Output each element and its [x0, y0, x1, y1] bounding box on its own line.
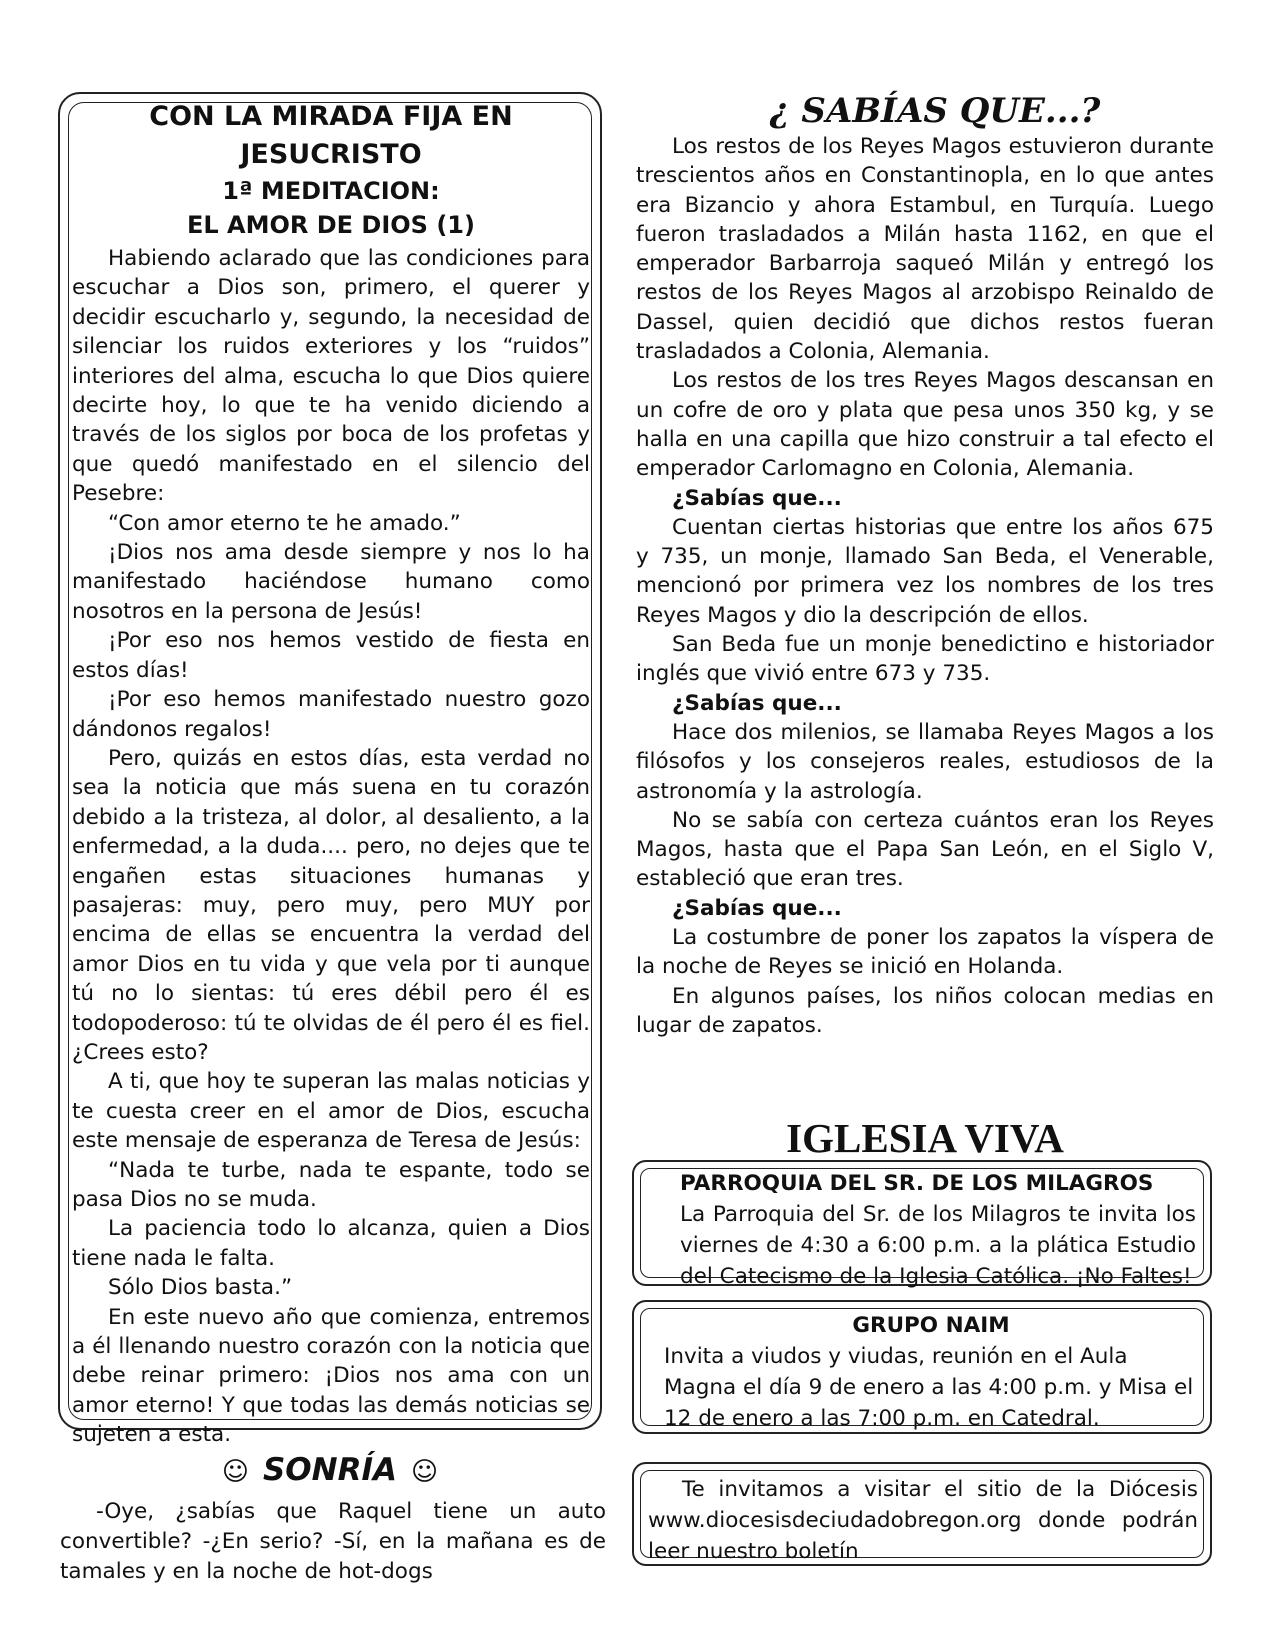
sabias-paragraph: Los restos de los tres Reyes Magos descansan en un cofre de oro y plata que pesa unos 350 kg, y se halla en una capilla que hizo construir a tal efecto el emperador Carlomagno en Colonia, Alemania.: [636, 368, 1214, 482]
iglesia-viva-title: IGLESIA VIVA: [786, 1115, 1064, 1161]
sabias-que-label: ¿Sabías que...: [672, 895, 842, 921]
smiley-icon: ☺: [411, 1457, 439, 1487]
grupo-naim-text: Invita a viudos y viudas, reunión en el Aula Magna el día 9 de enero a las 4:00 p.m. y Misa el 12 de enero a las 7:00 p.m. en Catedral.: [664, 1344, 1194, 1431]
sabias-paragraph: En algunos países, los niños colocan medias en lugar de zapatos.: [636, 983, 1214, 1038]
meditation-paragraph: A ti, que hoy te superan las malas noticias y te cuesta creer en el amor de Dios, escucha este mensaje de esperanza de Teresa de Jesús:: [72, 1069, 590, 1154]
sabias-que-label: ¿Sabías que...: [672, 485, 842, 511]
meditation-subtitle-topic: EL AMOR DE DIOS (1): [187, 211, 475, 239]
sabias-paragraph: No se sabía con certeza cuántos eran los Reyes Magos, hasta que el Papa San León, en el Siglo V, estableció que eran tres.: [636, 807, 1214, 892]
sonria-title: SONRÍA: [262, 1452, 398, 1488]
meditation-paragraph: En este nuevo año que comienza, entremos a él llenando nuestro corazón con la noticia que debe reinar primero: ¡Dios nos ama con un amor eterno! Y que todas las demás noticias se sujeten a esta.: [72, 1304, 590, 1448]
sabias-que-label: ¿Sabías que...: [672, 690, 842, 716]
sabias-paragraph: Cuentan ciertas historias que entre los años 675 y 735, un monje, llamado San Beda, el Venerable, mencionó por primera vez los nombres de los tres Reyes Magos y dio la descripción de ellos.: [636, 514, 1214, 628]
sabias-que-content: [636, 132, 1214, 1040]
sabias-paragraph: Los restos de los Reyes Magos estuvieron durante trescientos años en Constantinopla, en lo que antes era Bizancio y ahora Estambul, en Turquía. Luego fueron trasladados a Milán hasta 1162, en que el emperador Barbarroja saqueó Milán y entregó los restos de los Reyes Magos al arzobispo Reinaldo de Dassel, quien decidió que dichos restos fueran trasladados a Colonia, Alemania.: [636, 134, 1214, 365]
sonria-heading: [70, 1450, 590, 1492]
sabias-que-title: ¿ SABÍAS QUE...?: [769, 91, 1101, 131]
meditation-title: CON LA MIRADA FIJA EN JESUCRISTO: [149, 101, 513, 170]
parroquia-box-text: [680, 1168, 1196, 1292]
meditation-quote: Sólo Dios basta.”: [108, 1275, 293, 1301]
parroquia-title: PARROQUIA DEL SR. DE LOS MILAGROS: [680, 1171, 1154, 1196]
meditation-paragraph: Habiendo aclarado que las condiciones para escuchar a Dios son, primero, el querer y decidir escucharlo y, segundo, la necesidad de silenciar los ruidos exteriores y los “ruidos” interiores del alma, escucha lo que Dios quiere decirte hoy, lo que te ha venido diciendo a través de los siglos por boca de los profetas y que quedó manifestado en el silencio del Pesebre:: [72, 246, 590, 507]
meditation-subtitle-number: 1ª MEDITACION:: [222, 177, 440, 205]
meditation-quote: “Nada te turbe, nada te espante, todo se pasa Dios no se muda.: [72, 1157, 590, 1212]
parroquia-text: La Parroquia del Sr. de los Milagros te invita los viernes de 4:30 a 6:00 p.m. a la plática Estudio del Catecismo de la Iglesia Católica. ¡No Faltes!: [680, 1202, 1196, 1289]
grupo-naim-box-text: [664, 1310, 1198, 1434]
sabias-paragraph: Hace dos milenios, se llamaba Reyes Magos a los filósofos y los consejeros reales, estudiosos de la astronomía y la astrología.: [636, 719, 1214, 804]
meditation-paragraph: ¡Por eso hemos manifestado nuestro gozo dándonos regalos!: [72, 687, 590, 742]
meditation-quote: La paciencia todo lo alcanza, quien a Dios tiene nada le falta.: [72, 1216, 590, 1271]
grupo-naim-title: GRUPO NAIM: [852, 1313, 1010, 1338]
meditation-paragraph: “Con amor eterno te he amado.”: [108, 510, 461, 536]
meditation-paragraph: Pero, quizás en estos días, esta verdad no sea la noticia que más suena en tu corazón debido a la tristeza, al dolor, al desaliento, a la enfermedad, a la duda.... pero, no dejes que te engañen estas situaciones humanas y pasajeras: muy, pero muy, pero MUY por encima de ellas se encuentra la verdad del amor Dios en tu vida y que vela por ti aunque tú no lo sientas: tú eres débil pero él es todopoderoso: tú te olvidas de él pero él es fiel. ¿Crees esto?: [72, 745, 590, 1065]
sitio-web-box: [632, 1462, 1212, 1566]
parroquia-box: [632, 1160, 1212, 1289]
sabias-paragraph: San Beda fue un monje benedictino e historiador inglés que vivió entre 673 y 735.: [636, 632, 1214, 687]
sonria-joke: -Oye, ¿sabías que Raquel tiene un auto convertible? -¿En serio? -Sí, en la mañana es de tamales y en la noche de hot-dogs: [60, 1499, 606, 1584]
meditation-paragraph: ¡Dios nos ama desde siempre y nos lo ha manifestado haciéndose humano como nosotros en la persona de Jesús!: [72, 540, 590, 624]
sitio-web-text: Te invitamos a visitar el sitio de la Diócesis www.diocesisdeciudadobregon.org donde podrán leer nuestro boletín: [648, 1477, 1198, 1564]
sabias-paragraph: La costumbre de poner los zapatos la víspera de la noche de Reyes se inició en Holanda.: [636, 925, 1214, 980]
meditation-content: [72, 98, 590, 1450]
smiley-icon: ☺: [221, 1457, 249, 1487]
meditation-paragraph: ¡Por eso nos hemos vestido de fiesta en estos días!: [72, 628, 590, 683]
grupo-naim-box: [632, 1300, 1212, 1434]
